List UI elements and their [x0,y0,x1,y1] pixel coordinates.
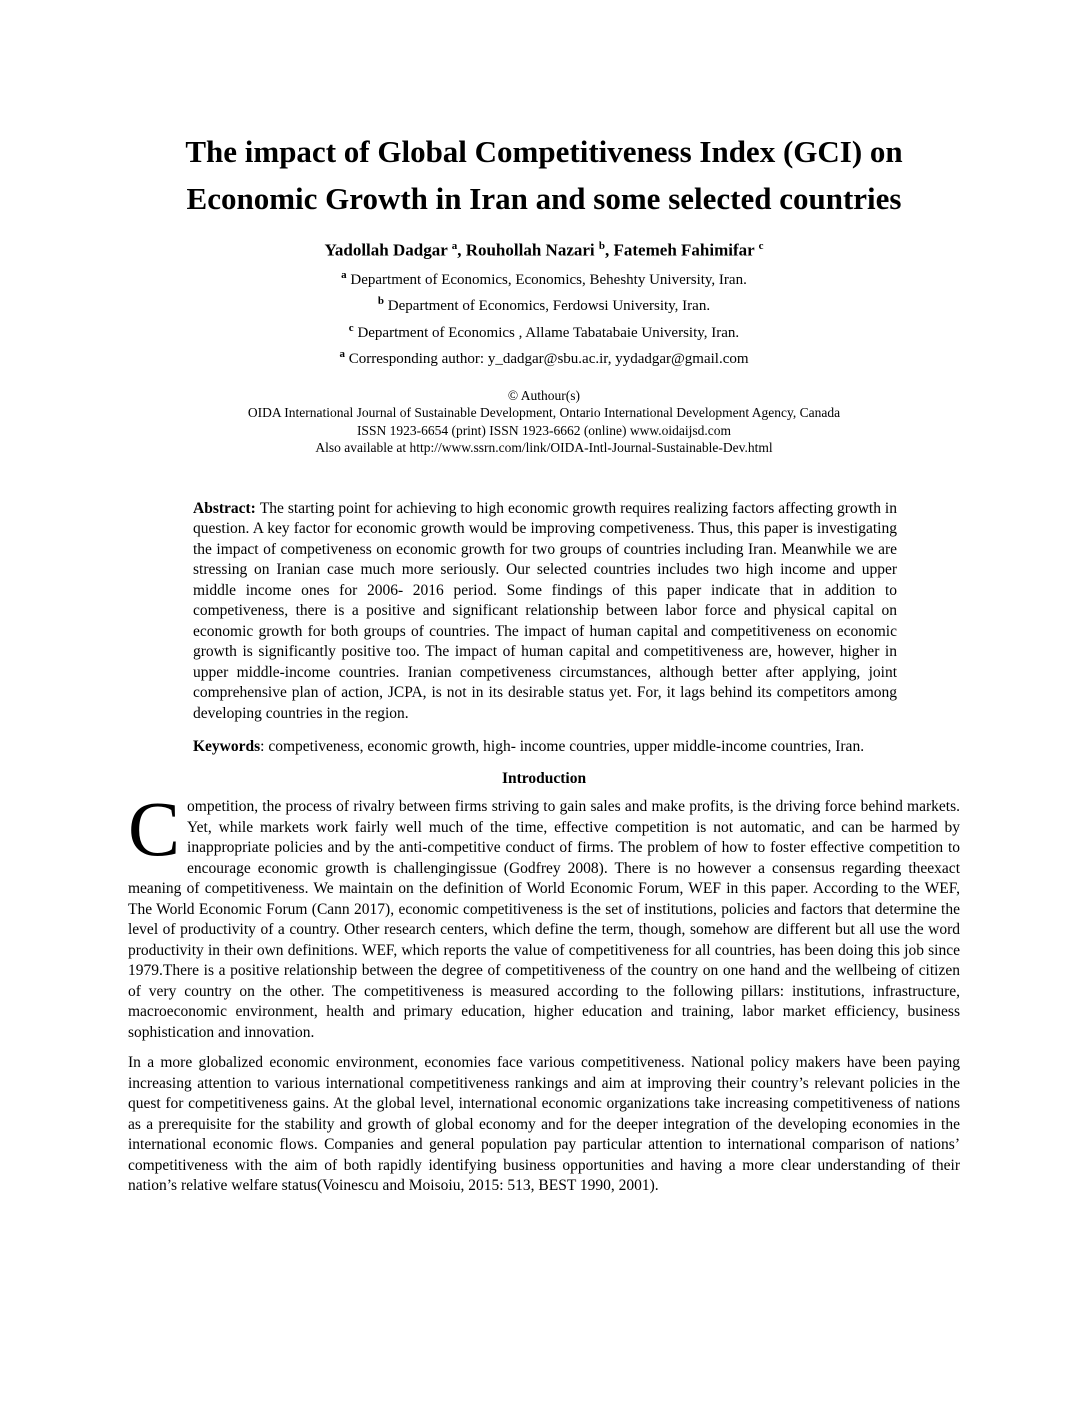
corresponding-author-superscript: a [339,348,345,361]
introduction-heading: Introduction [501,769,587,787]
affiliations-block [128,265,960,371]
author-superscript-1: a [451,240,458,252]
affiliation-text-2: Department of Economics, Ferdowsi University, Iran. [384,298,711,315]
keywords-label: Keywords [193,738,261,756]
affiliation-text-1: Department of Economics, Economics, Beheshty University, Iran. [346,271,747,288]
title-line-2: Economic Growth in Iran and some selected countries [186,181,902,216]
affiliation-superscript-3: c [348,321,354,334]
author-superscript-2: b [598,240,606,252]
affiliation-superscript-1: a [341,268,347,281]
affiliation-line-1 [128,265,960,292]
author-name-1: Yadollah Dadgar [324,240,452,260]
author-separator-1: , [457,240,466,260]
affiliation-text-3: Department of Economics , Allame Tabatabaie University, Iran. [353,324,740,341]
drop-cap: C [128,785,181,873]
abstract-section [193,499,897,725]
intro-paragraph-2: In a more globalized economic environment, economies face various competitiveness. National policy makers have been paying increasing attention to various international competitiveness rankings and aim at improving their country’s relevant policies in the quest for competitiveness gains. At the global level, international economic organizations take increasing competitiveness of nations as a prerequisite for the stability and growth of global economy and for the deeper integration of the developing economies in the international economic flows. Companies and general population pay particular attention to international comparison of nations’ competitiveness with the aim of both rapidly identifying business opportunities and having a more clear understanding of their nation’s relative welfare status(Voinescu and Moisoiu, 2015: 513, BEST 1990, 2001). [128,1054,960,1195]
intro-paragraph-1-text: ompetition, the process of rivalry between firms striving to gain sales and make profits, is the driving force behind markets. Yet, while markets work fairly well much of the time, effective competition is not automatic, and can be harmed by inappropriate policies and by the anti-competitive conduct of firms. The problem of how to foster effective competition to encourage economic growth is challengingissue (Godfrey 2008). There is no however a consensus regarding theexact meaning of competitiveness. We maintain on the definition of World Economic Forum, WEF in this paper. According to the WEF, The World Economic Forum (Cann 2017), economic competitiveness is the set of institutions, policies and factors that determine the level of productivity of a country. Other research centers, which define the term, though, somehow are different but all use the word productivity in their own definitions. WEF, which reports the value of competitiveness for all countries, has been doing this job since 1979.There is a positive relationship between the degree of competitiveness of the country on one hand and the wellbeing of citizen of very country on the other. The competitiveness is measured according to the following pillars: institutions, infrastructure, macroeconomic environment, health and primary education, higher education and training, labor market efficiency, business sophistication and innovation. [128,798,960,1041]
paper-title [128,128,960,222]
availability-line: Also available at http://www.ssrn.com/link/OIDA-Intl-Journal-Sustainable-Dev.html [315,440,773,456]
issn-line: ISSN 1923-6654 (print) ISSN 1923-6662 (online) www.oidaijsd.com [356,422,732,438]
author-name-3: Fatemeh Fahimifar [613,240,759,260]
affiliation-superscript-2: b [377,295,385,308]
copyright-block [128,387,960,457]
affiliation-line-2 [128,291,960,318]
author-superscript-3: c [758,240,764,252]
keywords-section [193,737,897,758]
intro-paragraph-1 [128,785,960,1043]
journal-line: OIDA International Journal of Sustainable Development, Ontario International Development Agency, Canada [247,405,841,421]
corresponding-author-text: Corresponding author: y_dadgar@sbu.ac.ir, yydadgar@gmail.com [344,351,749,368]
copyright-line: © Authour(s) [507,387,581,403]
affiliation-line-3 [128,318,960,345]
abstract-label: Abstract: [193,499,260,517]
author-name-2: Rouhollah Nazari [465,240,599,260]
keywords-text: : competiveness, economic growth, high- income countries, upper middle-income countries, Iran. [260,738,865,756]
abstract-text: The starting point for achieving to high economic growth requires realizing factors affecting growth in question. A key factor for economic growth would be improving competiveness. Thus, this paper is investigating the impact of competiveness on economic growth for two groups of countries including Iran. Meanwhile we are stressing on Iranian case much more seriously. Our selected countries includes two high income and upper middle income ones for 2006- 2016 period. Some findings of this paper indicate that in addition to competiveness, there is a positive and significant relationship between labor force and physical capital on economic growth for both groups of countries. The impact of human capital and competitiveness on economic growth is significantly positive too. The impact of human capital and competitiveness are, however, higher in upper middle-income countries. Iranian competiveness circumstances, although better after applying, joint comprehensive plan of action, JCPA, is not in its desirable status yet. For, it lags behind its competitors among developing countries in the region. [193,499,897,722]
authors-line [128,235,960,262]
corresponding-author-line [128,344,960,371]
title-line-1: The impact of Global Competitiveness Index (GCI) on [185,134,903,169]
author-separator-2: , [605,240,614,260]
